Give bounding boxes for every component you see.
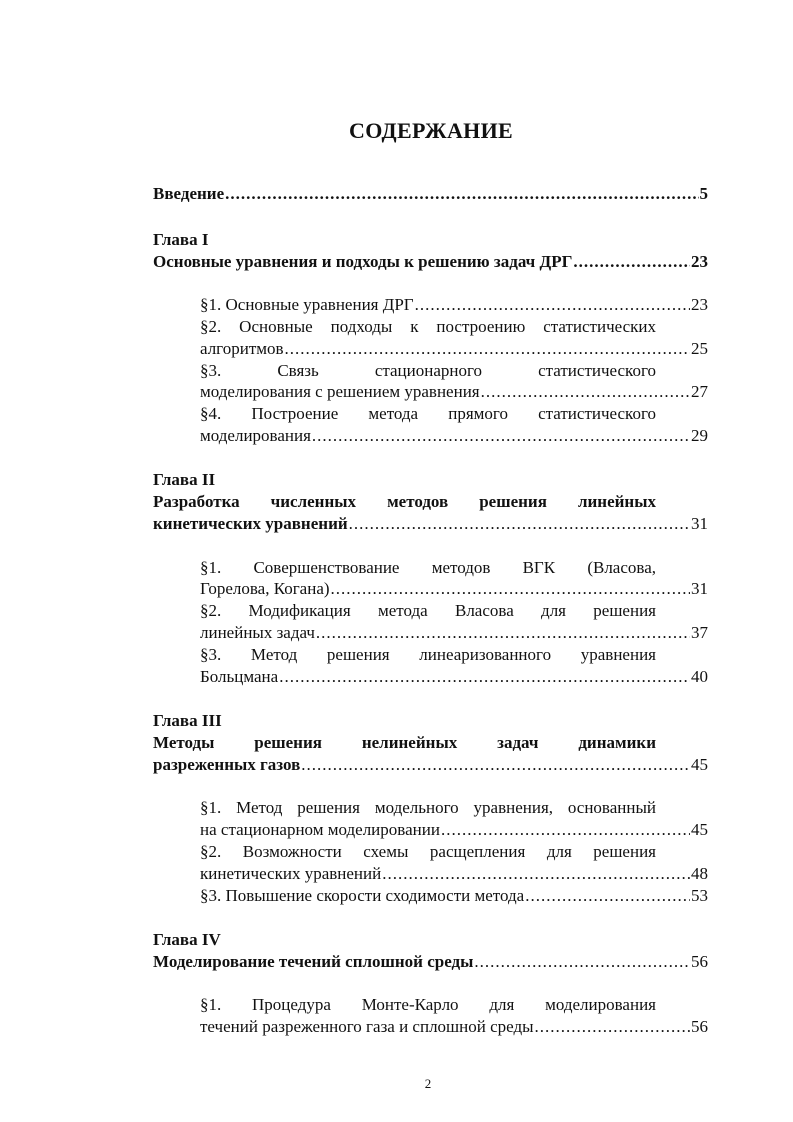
section-line: §2. Модификация метода Власова для решения <box>200 601 656 620</box>
section-line: §1. Процедура Монте-Карло для моделирования <box>200 995 656 1014</box>
chapter-heading: Глава II <box>153 470 216 489</box>
chapter-heading: Глава III <box>153 711 222 730</box>
leader-dots <box>349 513 690 535</box>
section-line: §3. Связь стационарного статистического <box>200 361 656 380</box>
page-number: 2 <box>424 1076 432 1091</box>
section-line: §2. Основные подходы к построению статистических <box>200 317 656 336</box>
toc-section <box>200 1016 708 1038</box>
leader-dots <box>382 863 690 885</box>
toc-section <box>200 885 708 907</box>
leader-dots <box>225 183 698 205</box>
section-line: §2. Возможности схемы расщепления для решения <box>200 842 656 861</box>
toc-section <box>200 666 708 688</box>
leader-dots <box>279 666 690 688</box>
section-line: §1. Совершенствование методов ВГК (Власова, <box>200 558 656 577</box>
section-text: Горелова, Когана) <box>200 579 330 598</box>
section-text: алгоритмов <box>200 339 284 358</box>
chapter-title <box>153 754 708 776</box>
page-title: СОДЕРЖАНИЕ <box>349 118 513 143</box>
section-text: кинетических уравнений <box>200 864 382 883</box>
toc-entry-label: Введение <box>153 184 225 203</box>
leader-dots <box>474 951 690 973</box>
chapter-title-text: кинетических уравнений <box>153 514 348 533</box>
toc-entry-page: 40 <box>691 667 708 686</box>
chapter-title <box>153 951 708 973</box>
leader-dots <box>312 425 690 447</box>
toc-entry-page: 29 <box>691 426 708 445</box>
toc-section <box>200 578 708 600</box>
toc-entry-page: 56 <box>691 952 708 971</box>
chapter-heading: Глава I <box>153 230 209 249</box>
leader-dots <box>481 381 690 403</box>
section-text: моделирования с решением уравнения <box>200 382 480 401</box>
leader-dots <box>441 819 690 841</box>
chapter-title <box>153 513 708 535</box>
toc-entry-page: 48 <box>691 864 708 883</box>
toc-section <box>200 622 708 644</box>
section-line: §4. Построение метода прямого статистического <box>200 404 656 423</box>
chapter-heading: Глава IV <box>153 930 221 949</box>
section-text: §3. Повышение скорости сходимости метода <box>200 886 525 905</box>
toc-section <box>200 425 708 447</box>
chapter-title-line: Разработка численных методов решения линейных <box>153 492 656 511</box>
toc-section <box>200 863 708 885</box>
leader-dots <box>331 578 690 600</box>
section-text: Больцмана <box>200 667 279 686</box>
chapter-title-text: разреженных газов <box>153 755 301 774</box>
toc-entry-page: 25 <box>691 339 708 358</box>
chapter-title-line: Методы решения нелинейных задач динамики <box>153 733 656 752</box>
toc-entry-page: 53 <box>691 886 708 905</box>
toc-section <box>200 338 708 360</box>
section-text: течений разреженного газа и сплошной среды <box>200 1017 534 1036</box>
leader-dots <box>573 251 690 273</box>
toc-section <box>200 381 708 403</box>
toc-section <box>200 294 708 316</box>
section-text: §1. Основные уравнения ДРГ <box>200 295 414 314</box>
toc-entry-page: 37 <box>691 623 708 642</box>
section-line: §3. Метод решения линеаризованного уравнения <box>200 645 656 664</box>
leader-dots <box>415 294 690 316</box>
leader-dots <box>301 754 690 776</box>
toc-section <box>200 819 708 841</box>
section-line: §1. Метод решения модельного уравнения, основанный <box>200 798 656 817</box>
toc-entry-intro <box>153 183 708 205</box>
toc-entry-page: 31 <box>691 579 708 598</box>
toc-entry-page: 5 <box>699 184 708 203</box>
section-text: моделирования <box>200 426 311 445</box>
chapter-title <box>153 251 708 273</box>
section-text: линейных задач <box>200 623 315 642</box>
toc-entry-page: 23 <box>691 295 708 314</box>
leader-dots <box>285 338 690 360</box>
toc-entry-page: 56 <box>691 1017 708 1036</box>
toc-entry-page: 45 <box>691 820 708 839</box>
leader-dots <box>535 1016 690 1038</box>
section-text: на стационарном моделировании <box>200 820 440 839</box>
toc-entry-page: 27 <box>691 382 708 401</box>
toc-entry-page: 45 <box>691 755 708 774</box>
chapter-title-text: Моделирование течений сплошной среды <box>153 952 474 971</box>
chapter-title-text: Основные уравнения и подходы к решению задач ДРГ <box>153 252 573 271</box>
leader-dots <box>316 622 690 644</box>
leader-dots <box>525 885 690 907</box>
toc-entry-page: 31 <box>691 514 708 533</box>
toc-entry-page: 23 <box>691 252 708 271</box>
